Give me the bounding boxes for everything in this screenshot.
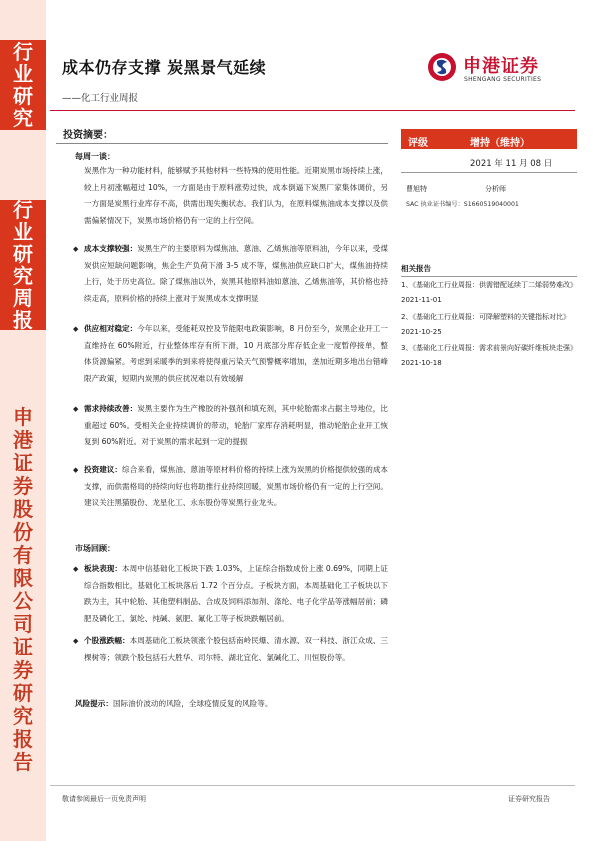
sidebar-char: 行 [13,40,33,64]
stock-movers-paragraph [84,633,388,666]
summary-divider [56,143,388,144]
report-date: 2021 年 11 月 08 日 [470,159,553,169]
analyst-sac-number: SAC 执业证书编号：S1660519040001 [406,201,519,208]
analyst-title: 分析师 [485,185,506,193]
demand-lead: 需求持续改善： [84,404,138,413]
sidebar-char: 申 [13,404,33,429]
related-report-item[interactable]: 3、《基础化工行业周报：需求前景向好碳纤维板块走强》2021-10-18 [401,344,577,367]
sidebar-char: 券 [13,657,33,682]
sidebar-char: 券 [13,473,33,498]
bullet-icon: ◆ [73,565,79,573]
stock-movers-lead: 个股涨跌幅： [84,636,130,645]
sector-performance-lead: 板块表现： [84,564,123,573]
sector-performance-text: 本周中信基础化工板块下跌 1.03%，上证综合指数成份上涨 0.69%，同期上证综合指数相比，基础化工板块落后 1.72 个百分点。子板块方面，本周基础化工子板块以下跌为主，其中轮胎、其他塑料制品、合成及饲料添加剂、涤纶、电子化学品等涨幅居前；磷肥及磷化工、氯纶、纯碱、氨肥、氟化工等子板块跌幅居前。 [84,564,388,623]
sidebar [0,0,46,841]
sidebar-char: 限 [13,565,33,590]
sidebar-char: 周 [13,286,33,310]
logo-mark-icon [427,52,457,82]
bullet-icon: ◆ [73,637,79,645]
bullet-icon: ◆ [73,325,79,333]
risk-paragraph [75,696,388,713]
supply-text: 今年以来，受能耗双控及节能限电政策影响，8 月份至今，炭黑企业开工一直维持在 60%附近，行业整体库存有所下滑，10 月底部分库存低企业一度暂停接单，整体货源偏紧。考虑到采暖季的到来将使得重污染天气预警概率增加，垄加近期多地出台错峰限产政策，短期内炭黑的供应扰况难以有效缓解 [84,324,388,383]
sidebar-char: 证 [13,634,33,659]
sidebar-label-weekly [0,200,46,330]
sidebar-char: 业 [13,62,33,86]
date-divider [401,172,577,173]
company-logo [427,52,577,88]
sector-performance-paragraph [84,561,388,627]
sidebar-char: 究 [13,264,33,288]
report-subtitle: ——化工行业周报 [62,93,139,104]
market-review-heading: 市场回顾： [75,544,115,553]
bullet-icon: ◆ [73,466,79,474]
cost-support-text: 炭黑生产的主要原料为煤焦油、蒽油、乙烯焦油等原料油，今年以来，受煤炭供应短缺问题影响，焦企生产负荷下滑 3-5 成不等，煤焦油供应缺口扩大，煤焦油持续上行，处于历史高位。除了煤焦油以外，炭黑其他原料油如蒽油、乙烯焦油等，其价格也持续走高，原料价格的持续上涨对于炭黑成本支撑明显 [84,244,388,303]
header-divider [50,110,575,111]
sidebar-char: 公 [13,588,33,613]
summary-heading: 投资摘要： [63,130,113,141]
demand-paragraph [84,401,388,451]
risk-lead: 风险提示： [75,699,113,708]
report-title: 成本仍存支撑 炭黑景气延续 [62,58,267,77]
sidebar-char: 研 [13,242,33,266]
weekly-talk-paragraph: 炭黑作为一种功能材料，能够赋予其他材料一些特殊的使用性能。近期炭黑市场持续上涨，较上月初涨幅超过 10%，一方面是由于原料涨势过快，成本倒逼下炭黑厂家集体调价，另一方面是炭黑行业库存不高，供需出现失衡状态。我们认为，在原料煤焦油成本支撑以及供需偏紧情况下，炭黑市场价格仍有一定的上行空间。 [84,166,388,225]
rating-label: 评级 [408,138,428,149]
cost-support-lead: 成本支撑较强： [84,244,138,253]
sidebar-char: 究 [13,703,33,728]
footer-divider [50,785,575,786]
sidebar-char: 究 [13,106,33,130]
sidebar-char: 有 [13,542,33,567]
sidebar-char: 研 [13,84,33,108]
investment-advice-text: 综合来看，煤焦油、蒽油等原材料价格的持续上涨为炭黑的价格提供较强的成本支撑，而供需格局的持续向好也将助推行业持续回暖，炭黑市场价格仍有一定的上行空间。建议关注黑猫股份、龙星化工、永东股份等炭黑行业龙头。 [84,465,389,507]
logo-text-cn: 申港证券 [463,56,539,77]
bullet-icon: ◆ [73,245,79,253]
sidebar-char: 告 [13,749,33,774]
sidebar-char: 证 [13,450,33,475]
related-reports-heading: 相关报告 [401,264,431,273]
rating-value: 增持（维持） [470,138,530,149]
risk-text: 国际油价波动的风险，全球疫情反复的风险等。 [112,699,273,708]
sidebar-char: 司 [13,611,33,636]
bullet-icon: ◆ [73,405,79,413]
sidebar-char: 股 [13,496,33,521]
supply-paragraph [84,321,388,387]
cost-support-paragraph [84,241,388,307]
sidebar-char: 份 [13,519,33,544]
sidebar-char: 行 [13,198,33,222]
sidebar-char: 港 [13,427,33,452]
sidebar-char: 报 [13,308,33,332]
sidebar-label-industry-research [0,40,46,130]
related-reports-divider [401,276,577,277]
sidebar-char: 业 [13,220,33,244]
weekly-talk-label: 每周一谈： [75,152,115,161]
supply-lead: 供应相对稳定： [84,324,138,333]
sidebar-char: 报 [13,726,33,751]
sidebar-label-company [0,404,46,774]
footer-disclaimer: 敬请参阅最后一页免责声明 [62,795,146,803]
related-report-item[interactable]: 2、《基础化工行业周报：可降解塑料的关键指标对比》2021-10-25 [401,313,570,336]
investment-advice-paragraph [84,462,388,512]
footer-report-type: 证券研究报告 [508,795,550,803]
related-report-item[interactable]: 1、《基础化工行业周报：供需错配延续丁二烯弱势难改》2021-11-01 [401,281,577,304]
investment-advice-lead: 投资建议： [84,465,123,474]
analyst-name: 曹旭特 [406,185,427,193]
logo-text-en: SHENGANG SECURITIES [464,76,542,83]
demand-text: 炭黑主要作为生产橡胶的补强剂和填充剂，其中轮胎需求占据主导地位，比重超过 60%。受相关企业持续调价的带动，轮胎厂家库存消耗明显，推动轮胎企业开工恢复到 60%附近。对于炭黑的需求起到一定的提振 [84,404,388,446]
sidebar-char: 研 [13,680,33,705]
stock-movers-text: 本周基础化工板块领涨个股包括南岭民爆、清水源、双一科技、浙江众成、三棵树等；领跌个股包括石大胜华、司尔特、湖北宜化、氯碱化工、川恒股份等。 [84,636,389,662]
